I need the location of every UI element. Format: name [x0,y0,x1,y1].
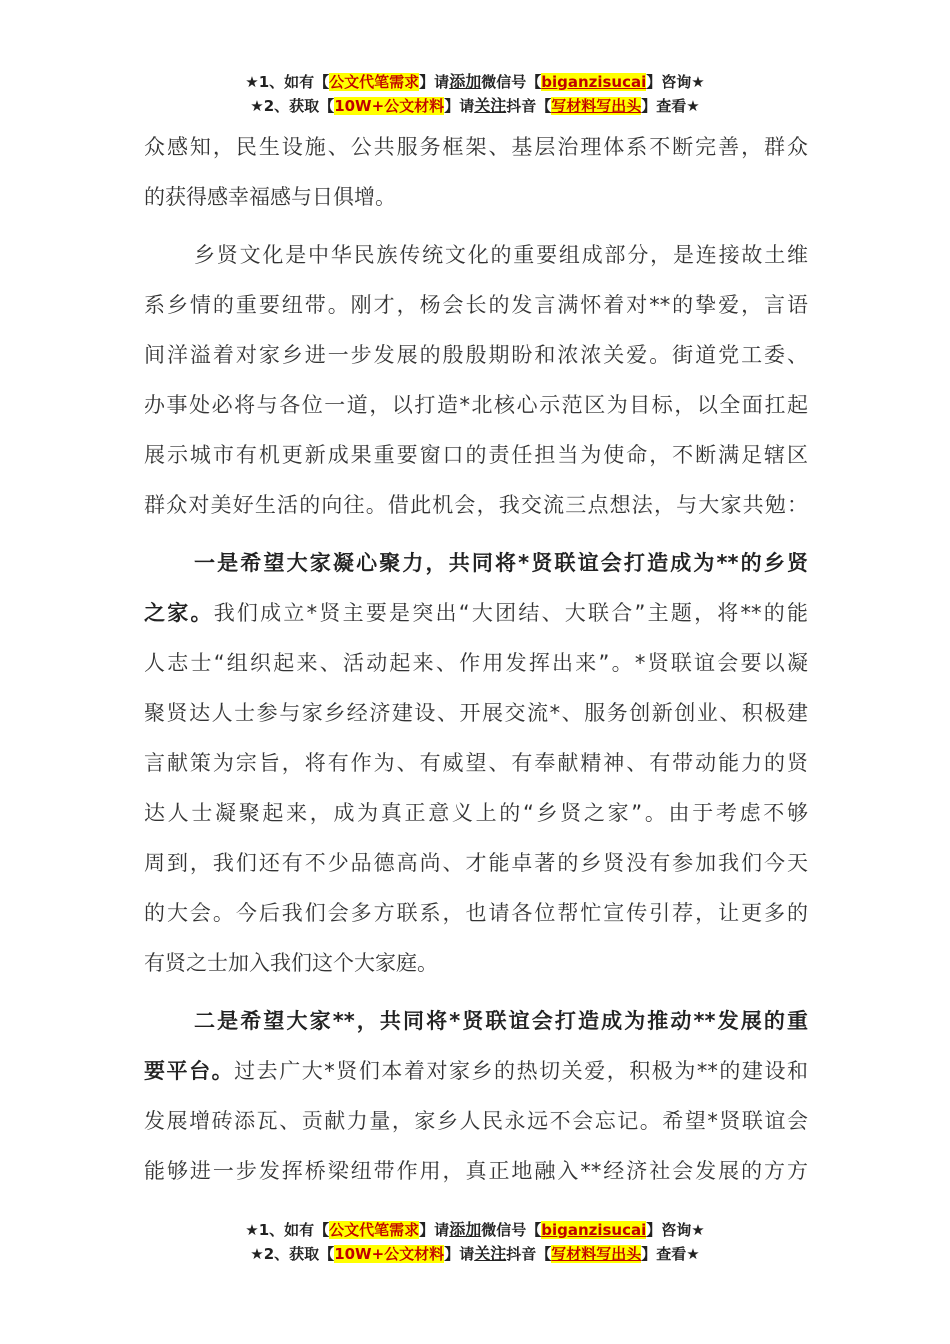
banner-line-2 [0,94,950,118]
paragraph-0 [144,122,808,222]
text-line: 展示城市有机更新成果重要窗口的责任担当为使命，不断满足辖区 [144,443,808,467]
highlight-materials: 10W+公文材料 [334,97,445,115]
banner-text: 】咨询★ [646,73,705,91]
banner-text: 】咨询★ [646,1221,705,1239]
footer-banner [0,1218,950,1266]
text-run: 我们成立*贤主要是突出“大团结、大联合”主题，将**的能 [213,601,808,625]
text-line: 能够进一步发挥桥梁纽带作用，真正地融入**经济社会发展的方方 [144,1159,808,1183]
text-line: 发展增砖添瓦、贡献力量，家乡人民永远不会忘记。希望*贤联谊会 [144,1109,808,1133]
text-line: 系乡情的重要纽带。刚才，杨会长的发言满怀着对**的挚爱，言语 [144,293,808,317]
highlight-materials: 10W+公文材料 [334,1245,445,1263]
text-line: 间洋溢着对家乡进一步发展的殷殷期盼和浓浓关爱。街道党工委、 [144,343,808,367]
text-line: 群众对美好生活的向往。借此机会，我交流三点想法，与大家共勉： [144,493,808,517]
text-line [144,588,808,638]
banner-text: 】请 [419,1221,450,1239]
banner-text: ★1、如有【 [245,1221,330,1239]
highlight-wechat-id: biganzisucai [541,73,647,91]
highlight-wechat-id: biganzisucai [541,1221,647,1239]
banner-emphasis: 关注 [474,96,507,115]
banner-emphasis: 添加 [449,72,482,91]
point-one-heading: 一是希望大家凝心聚力，共同将*贤联谊会打造成为**的乡贤 [194,551,808,575]
text-line [144,996,808,1046]
paragraph-1 [144,230,808,530]
banner-text: 】请 [419,73,450,91]
text-line: 众感知，民生设施、公共服务框架、基层治理体系不断完善，群众 [144,135,808,159]
banner-line-1 [0,70,950,94]
paragraph-2 [144,538,808,988]
point-two-heading-end: 要平台。 [144,1059,235,1083]
banner-text: ★1、如有【 [245,73,330,91]
highlight-douyin-account: 写材料写出头 [551,97,642,115]
banner-line-2 [0,1242,950,1266]
banner-text: ★2、获取【 [250,97,335,115]
banner-text: 】请 [444,1245,475,1263]
banner-line-1 [0,1218,950,1242]
text-line: 办事处必将与各位一道，以打造*北核心示范区为目标，以全面扛起 [144,393,808,417]
text-line: 人志士“组织起来、活动起来、作用发挥出来”。*贤联谊会要以凝 [144,651,808,675]
banner-text: 抖音【 [506,1245,552,1263]
header-banner [0,70,950,118]
banner-text: 】查看★ [641,1245,700,1263]
banner-emphasis: 关注 [474,1244,507,1263]
point-two-heading: 二是希望大家**，共同将*贤联谊会打造成为推动**发展的重 [194,1009,808,1033]
text-line [144,538,808,588]
point-one-heading-end: 之家。 [144,601,214,625]
text-line: 有贤之士加入我们这个大家庭。 [144,951,438,975]
text-line: 达人士凝聚起来，成为真正意义上的“乡贤之家”。由于考虑不够 [144,801,808,825]
banner-text: 微信号【 [481,73,542,91]
text-line: 言献策为宗旨，将有作为、有威望、有奉献精神、有带动能力的贤 [144,751,808,775]
paragraph-3 [144,996,808,1196]
text-line: 周到，我们还有不少品德高尚、才能卓著的乡贤没有参加我们今天 [144,851,808,875]
text-run: 过去广大*贤们本着对家乡的热切关爱，积极为**的建设和 [234,1059,809,1083]
banner-text: 微信号【 [481,1221,542,1239]
document-body [144,122,808,1196]
highlight-douyin-account: 写材料写出头 [551,1245,642,1263]
banner-emphasis: 添加 [449,1220,482,1239]
banner-text: 抖音【 [506,97,552,115]
text-line [144,1046,808,1096]
banner-text: 】查看★ [641,97,700,115]
banner-text: 】请 [444,97,475,115]
highlight-service: 公文代笔需求 [329,1221,420,1239]
text-line: 聚贤达人士参与家乡经济建设、开展交流*、服务创新创业、积极建 [144,701,808,725]
text-line: 乡贤文化是中华民族传统文化的重要组成部分，是连接故土维 [194,243,808,267]
text-line: 的大会。今后我们会多方联系，也请各位帮忙宣传引荐，让更多的 [144,901,808,925]
banner-text: ★2、获取【 [250,1245,335,1263]
text-line: 的获得感幸福感与日俱增。 [144,185,396,209]
highlight-service: 公文代笔需求 [329,73,420,91]
